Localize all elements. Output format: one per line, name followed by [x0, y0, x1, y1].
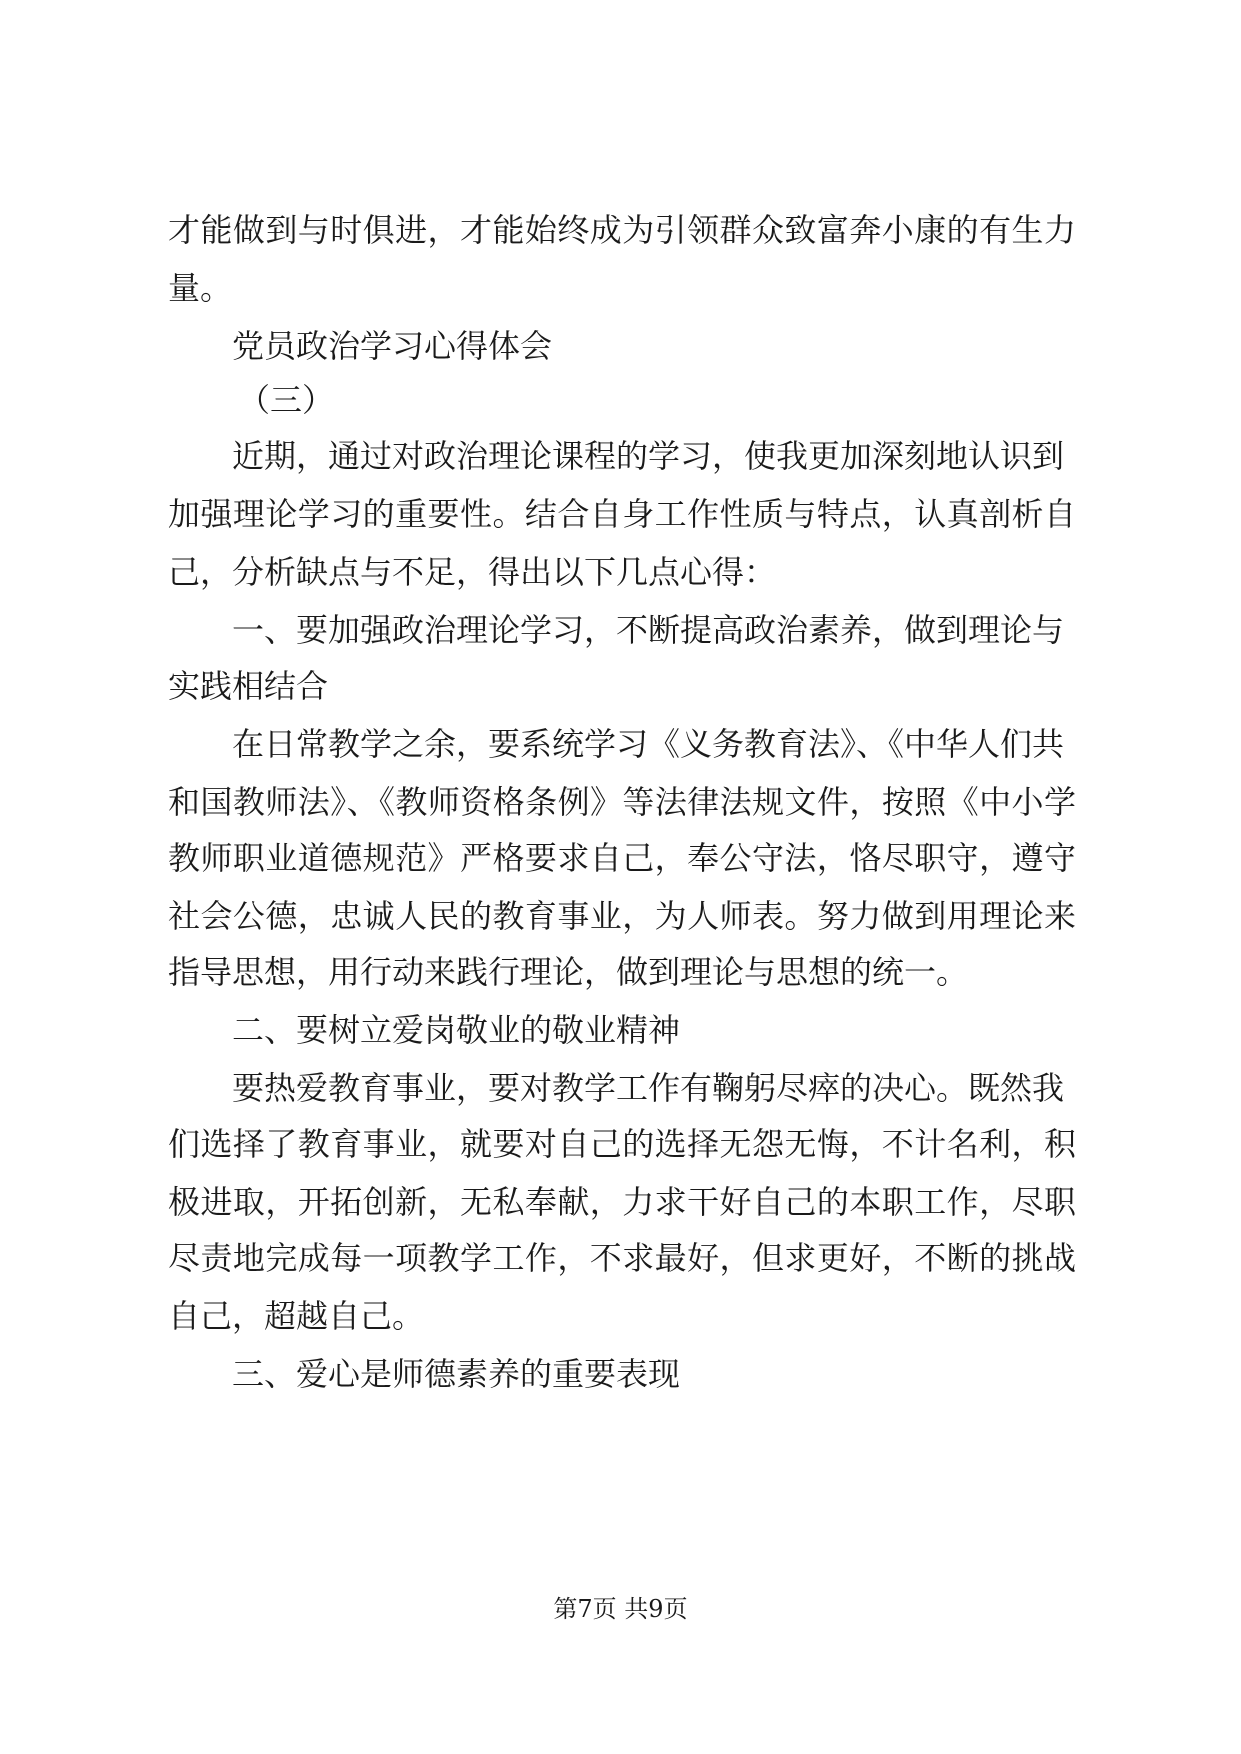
body-text-line: 尽责地完成每一项教学工作，不求最好，但求更好，不断的挑战: [168, 1239, 1076, 1277]
body-text-line: 教师职业道德规范》严格要求自己，奉公守法，恪尽职守，遵守: [168, 839, 1076, 877]
section-number: （三）: [238, 381, 335, 419]
body-text-line: 要热爱教育事业，要对教学工作有鞠躬尽瘁的决心。既然我: [232, 1069, 1065, 1107]
body-text-line: 们选择了教育事业，就要对自己的选择无怨无悔，不计名利，积: [168, 1125, 1076, 1163]
body-text-line: 和国教师法》、《教师资格条例》等法律法规文件，按照《中小学: [168, 783, 1076, 821]
body-text-line: 加强理论学习的重要性。结合自身工作性质与特点，认真剖析自: [168, 495, 1076, 533]
body-text-line: 自己，超越自己。: [168, 1297, 425, 1335]
subsection-heading: 实践相结合: [168, 667, 329, 705]
body-text-line: 极进取，开拓创新，无私奉献，力求干好自己的本职工作，尽职: [168, 1183, 1076, 1221]
subsection-heading: 三、爱心是师德素养的重要表现: [232, 1355, 681, 1393]
body-text-line: 才能做到与时俱进，才能始终成为引领群众致富奔小康的有生力: [168, 211, 1076, 249]
body-text-line: 在日常教学之余，要系统学习《义务教育法》、《中华人们共: [232, 725, 1065, 763]
subsection-heading: 一、要加强政治理论学习，不断提高政治素养，做到理论与: [232, 611, 1065, 649]
body-text-line: 量。: [168, 269, 233, 307]
body-text-line: 己，分析缺点与不足，得出以下几点心得：: [168, 553, 777, 591]
subsection-heading: 二、要树立爱岗敬业的敬业精神: [232, 1011, 681, 1049]
section-title: 党员政治学习心得体会: [232, 327, 553, 365]
page-number-footer: 第7页 共9页: [553, 1595, 688, 1623]
body-text-line: 社会公德，忠诚人民的教育事业，为人师表。努力做到用理论来: [168, 897, 1076, 935]
body-text-line: 指导思想，用行动来践行理论，做到理论与思想的统一。: [168, 953, 969, 991]
body-text-line: 近期，通过对政治理论课程的学习，使我更加深刻地认识到: [232, 437, 1065, 475]
